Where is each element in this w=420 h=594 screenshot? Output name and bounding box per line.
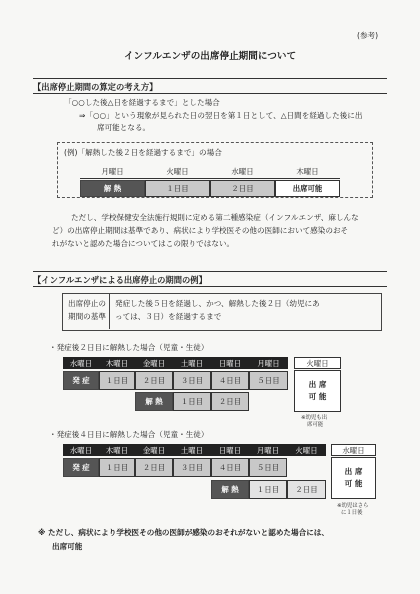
section-divider: [33, 271, 387, 272]
section1-heading: 【出席停止期間の算定の考え方】: [33, 82, 158, 92]
day-count-cell: ２日目: [210, 180, 275, 197]
explain-line: 席可能となる。: [97, 123, 151, 132]
attendance-ok-text: 出 席: [308, 380, 327, 389]
onset-cell: 発 症: [63, 458, 99, 477]
criteria-label: 期間の基準: [68, 312, 106, 321]
day-header: 火曜日: [294, 357, 341, 369]
explain-line: ⇒「○○」という現象が見られた日の翌日を第１日として、△日間を経過した後に出: [79, 111, 363, 120]
page-title: インフルエンザの出席停止期間について: [123, 51, 297, 62]
footnote: ※幼児も出: [301, 415, 328, 421]
fever-down-cell: 解 熱: [80, 180, 145, 197]
section-divider: [33, 78, 387, 79]
note-line: ただし、学校保健安全法施行規則に定める第二種感染症（インフルエンザ、麻しんな: [71, 213, 359, 222]
day-header: 木曜日: [99, 357, 135, 369]
fever-down-cell: 解 熱: [211, 480, 249, 499]
day-count-cell: １日目: [99, 458, 135, 477]
final-note: 出席可能: [52, 542, 83, 551]
attendance-ok-text: 可 能: [308, 392, 327, 401]
attendance-ok-cell: [294, 370, 341, 412]
day-header: 金曜日: [135, 444, 173, 456]
note-line: ど）の出席停止期間は基準であり、病状により学校医その他の医師において感染のおそ: [52, 226, 349, 235]
attendance-ok-cell: 出席可能: [275, 180, 340, 197]
case1-caption: ・発症後２日目に解熱した場合（児童・生徒）: [49, 343, 209, 352]
day-header: 金曜日: [135, 357, 173, 369]
day-header: 日曜日: [211, 357, 249, 369]
day-header: 水曜日: [331, 444, 376, 456]
example-label: (例)「解熱した後２日を経過するまで」の場合: [64, 148, 222, 157]
day-header: 火曜日: [287, 444, 326, 456]
criteria-text: っては、３日）を経過するまで: [115, 312, 222, 321]
day-header: 月曜日: [80, 164, 145, 179]
day-header: 月曜日: [249, 444, 287, 456]
day-count-cell: ２日目: [135, 458, 173, 477]
day-header: 木曜日: [99, 444, 135, 456]
section2-heading: 【インフルエンザによる出席停止の期間の例】: [33, 275, 207, 285]
day-count-cell: ３日目: [173, 371, 211, 390]
footnote: 席可能: [307, 422, 324, 428]
onset-cell: 発 症: [63, 371, 99, 390]
attendance-ok-text: 可 能: [344, 479, 363, 488]
day-count-cell: ２日目: [211, 392, 249, 411]
day-header: 月曜日: [249, 357, 288, 369]
section-divider: [33, 93, 387, 94]
final-note: ※ ただし、病状により学校医その他の医師が感染のおそれがないと認めた場合には、: [38, 528, 329, 537]
criteria-label: 出席停止の: [68, 299, 106, 308]
attendance-ok-cell: [331, 457, 376, 499]
case2-caption: ・発症後４日目に解熱した場合（児童・生徒）: [49, 430, 209, 439]
day-count-cell: １日目: [249, 480, 287, 499]
day-header: 日曜日: [211, 444, 249, 456]
day-count-cell: ４日目: [211, 371, 249, 390]
rule-text: 「○○した後△日を経過するまで」とした場合: [64, 98, 220, 107]
day-count-cell: ２日目: [287, 480, 326, 499]
day-count-cell: ４日目: [211, 458, 249, 477]
day-header: 木曜日: [275, 164, 340, 179]
footnote: ※幼児はさら: [337, 503, 369, 509]
criteria-divider: [109, 293, 110, 329]
footnote: に１日後: [341, 510, 363, 516]
attendance-ok-text: 出 席: [344, 467, 363, 476]
day-header: 火曜日: [145, 164, 210, 179]
day-count-cell: ２日目: [135, 371, 173, 390]
day-header: 土曜日: [173, 444, 211, 456]
day-count-cell: １日目: [173, 392, 211, 411]
reference-label: (参考): [357, 31, 379, 40]
section-divider: [33, 286, 387, 287]
day-count-cell: １日目: [99, 371, 135, 390]
note-line: れがないと認めた場合についてはこの限りではない。: [52, 239, 235, 248]
day-count-cell: ３日目: [173, 458, 211, 477]
day-count-cell: ５日目: [249, 458, 287, 477]
day-count-cell: ５日目: [249, 371, 288, 390]
day-count-cell: １日目: [145, 180, 210, 197]
day-header: 水曜日: [210, 164, 275, 179]
fever-down-cell: 解 熱: [135, 392, 173, 411]
criteria-text: 発症した後５日を経過し、かつ、解熱した後２日（幼児にあ: [115, 299, 320, 308]
day-header: 水曜日: [63, 357, 99, 369]
day-header: 水曜日: [63, 444, 99, 456]
day-header: 土曜日: [173, 357, 211, 369]
